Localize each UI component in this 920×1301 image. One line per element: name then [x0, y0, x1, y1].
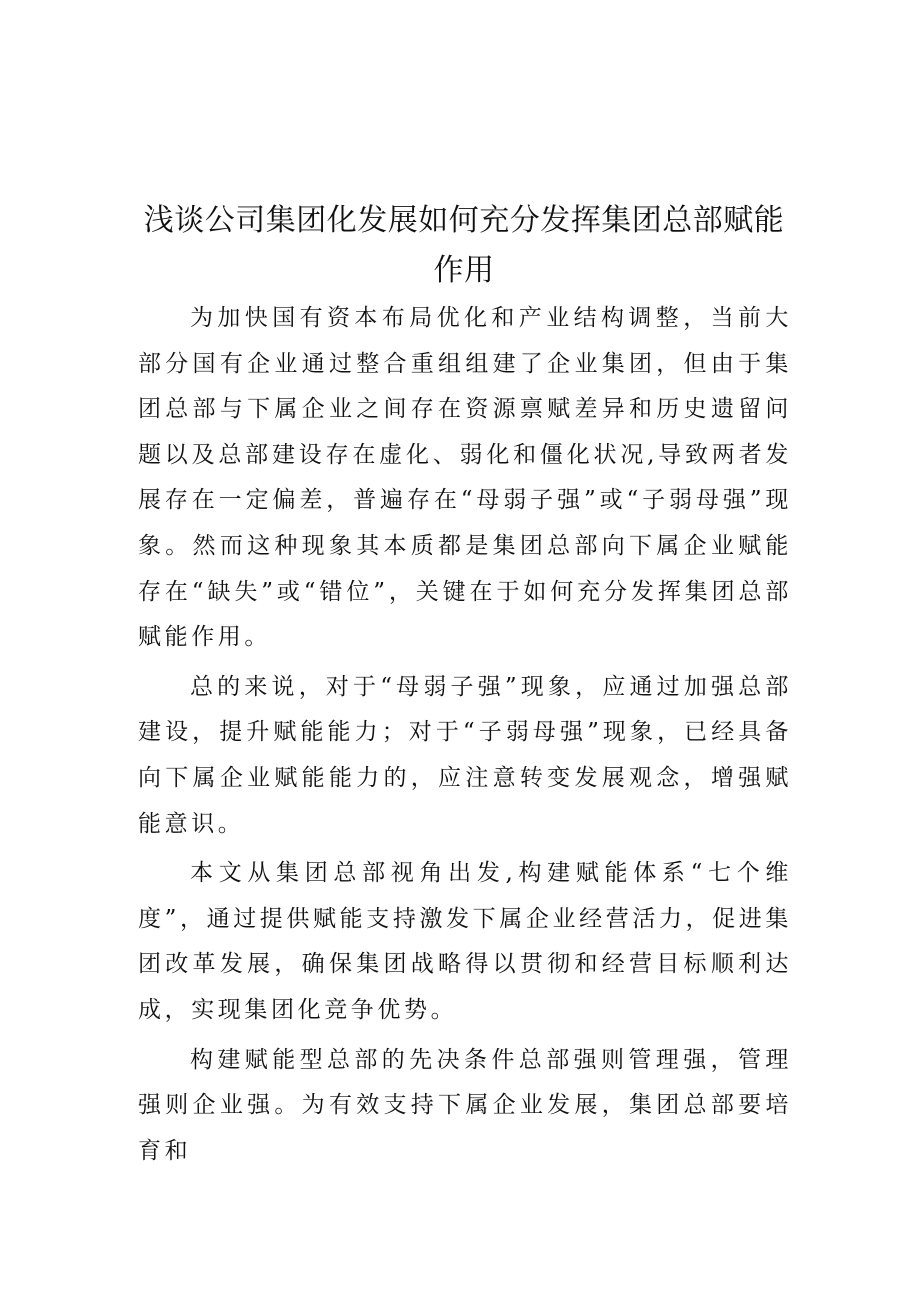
paragraph-summary: 总的来说，对于“母弱子强”现象，应通过加强总部建设，提升赋能能力；对于“子弱母强”现象，已经具备向下属企业赋能能力的，应注意转变发展观念，增强赋能意识。: [138, 673, 792, 837]
paragraph-intro: 为加快国有资本布局优化和产业结构调整，当前大部分国有企业通过整合重组组建了企业集团，但由于集团总部与下属企业之间存在资源禀赋差异和历史遗留问题以及总部建设存在虚化、弱化和僵化状况,导致两者发展存在一定偏差，普遍存在“母弱子强”或“子弱母强”现象。然而这种现象其本质都是集团总部向下属企业赋能存在“缺失”或“错位”，关键在于如何充分发挥集团总部赋能作用。: [138, 305, 792, 651]
paragraph-approach: 本文从集团总部视角出发,构建赋能体系“七个维度”，通过提供赋能支持激发下属企业经营活力，促进集团改革发展，确保集团战略得以贯彻和经营目标顺利达成，实现集团化竞争优势。: [138, 860, 792, 1023]
document-body: [138, 296, 792, 1178]
paragraph-precondition: 构建赋能型总部的先决条件总部强则管理强，管理强则企业强。为有效支持下属企业发展，集团总部要培育和: [138, 1046, 792, 1164]
document-title: 浅谈公司集团化发展如何充分发挥集团总部赋能作用: [143, 203, 785, 288]
